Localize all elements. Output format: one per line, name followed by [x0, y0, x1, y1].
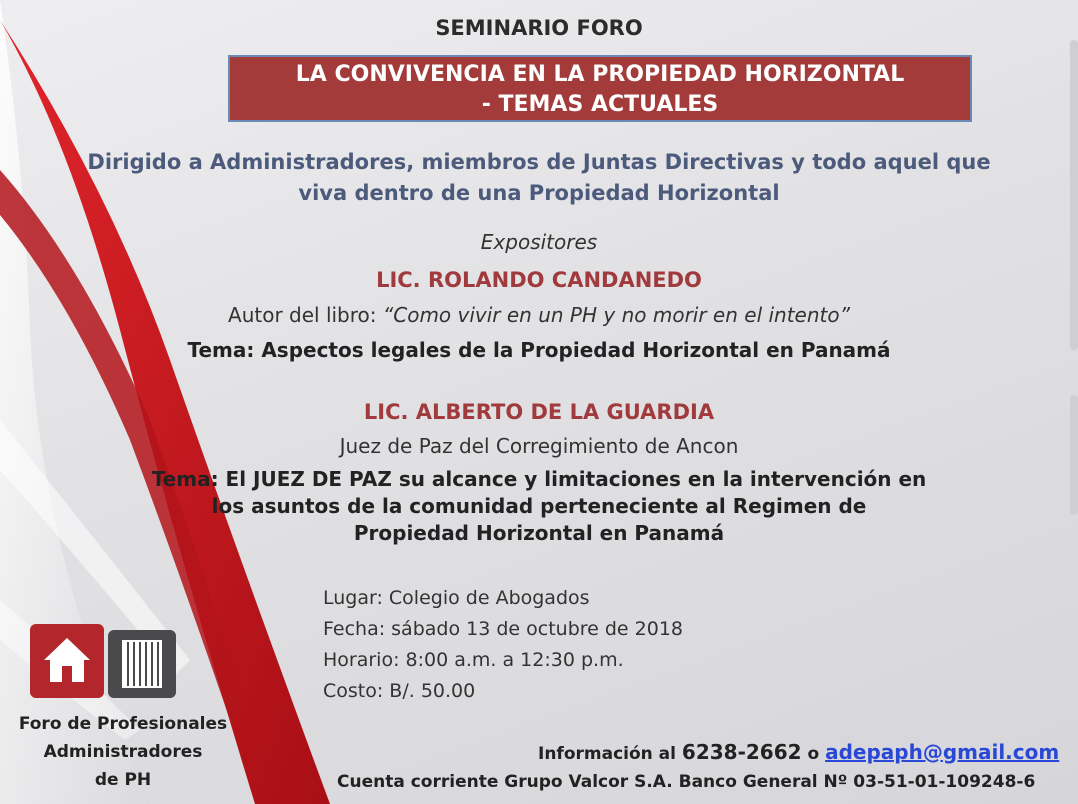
contact-line: [538, 740, 1059, 764]
topic-line-3: Propiedad Horizontal en Panamá: [353, 521, 725, 545]
contact-email-link[interactable]: adepaph@gmail.com: [825, 740, 1060, 764]
audience-text: [0, 147, 1078, 209]
topic-line-1: Tema: El JUEZ DE PAZ su alcance y limitaciones en la intervención en: [151, 467, 927, 491]
org-line-1: Foro de Profesionales: [18, 714, 228, 734]
speaker-1-topic: Tema: Aspectos legales de la Propiedad Horizontal en Panamá: [187, 338, 891, 362]
book-title: “Como vivir en un PH y no morir en el intento”: [382, 303, 850, 327]
event-title: SEMINARIO FORO: [435, 16, 643, 40]
theme-banner: [228, 55, 972, 122]
audience-line-1: Dirigido a Administradores, miembros de Juntas Directivas y todo aquel que: [87, 150, 991, 174]
theme-line-2: - TEMAS ACTUALES: [481, 92, 719, 117]
event-date: Fecha: sábado 13 de octubre de 2018: [323, 618, 684, 640]
contact-prefix: Información al: [538, 744, 682, 764]
speaker-1-book: [0, 303, 1078, 327]
speaker-2-topic: [0, 466, 1078, 547]
speaker-1-name: LIC. ROLANDO CANDANEDO: [376, 268, 702, 292]
speaker-2-name: LIC. ALBERTO DE LA GUARDIA: [363, 400, 715, 424]
contact-phone: 6238-2662: [681, 740, 802, 764]
theme-line-1: LA CONVIVENCIA EN LA PROPIEDAD HORIZONTAL: [295, 62, 905, 87]
topic-line-2: los asuntos de la comunidad perteneciente al Regimen de: [211, 494, 867, 518]
bank-account: Cuenta corriente Grupo Valcor S.A. Banco General Nº 03-51-01-109248-6: [337, 772, 1036, 792]
org-line-3: de PH: [94, 770, 152, 790]
event-details: [323, 583, 683, 707]
speakers-heading: Expositores: [480, 230, 598, 254]
org-line-2: Administradores: [43, 742, 203, 762]
house-icon: [30, 624, 104, 698]
audience-line-2: viva dentro de una Propiedad Horizontal: [298, 181, 780, 205]
event-location: Lugar: Colegio de Abogados: [323, 587, 590, 609]
event-cost: Costo: B/. 50.00: [323, 680, 476, 702]
organization-logo: [24, 616, 182, 706]
organization-name: [4, 710, 242, 794]
building-icon: [108, 630, 176, 698]
contact-connector: o: [801, 744, 826, 764]
speaker-2-role: Juez de Paz del Corregimiento de Ancon: [339, 434, 739, 458]
book-prefix: Autor del libro:: [228, 303, 383, 327]
event-time: Horario: 8:00 a.m. a 12:30 p.m.: [323, 649, 624, 671]
